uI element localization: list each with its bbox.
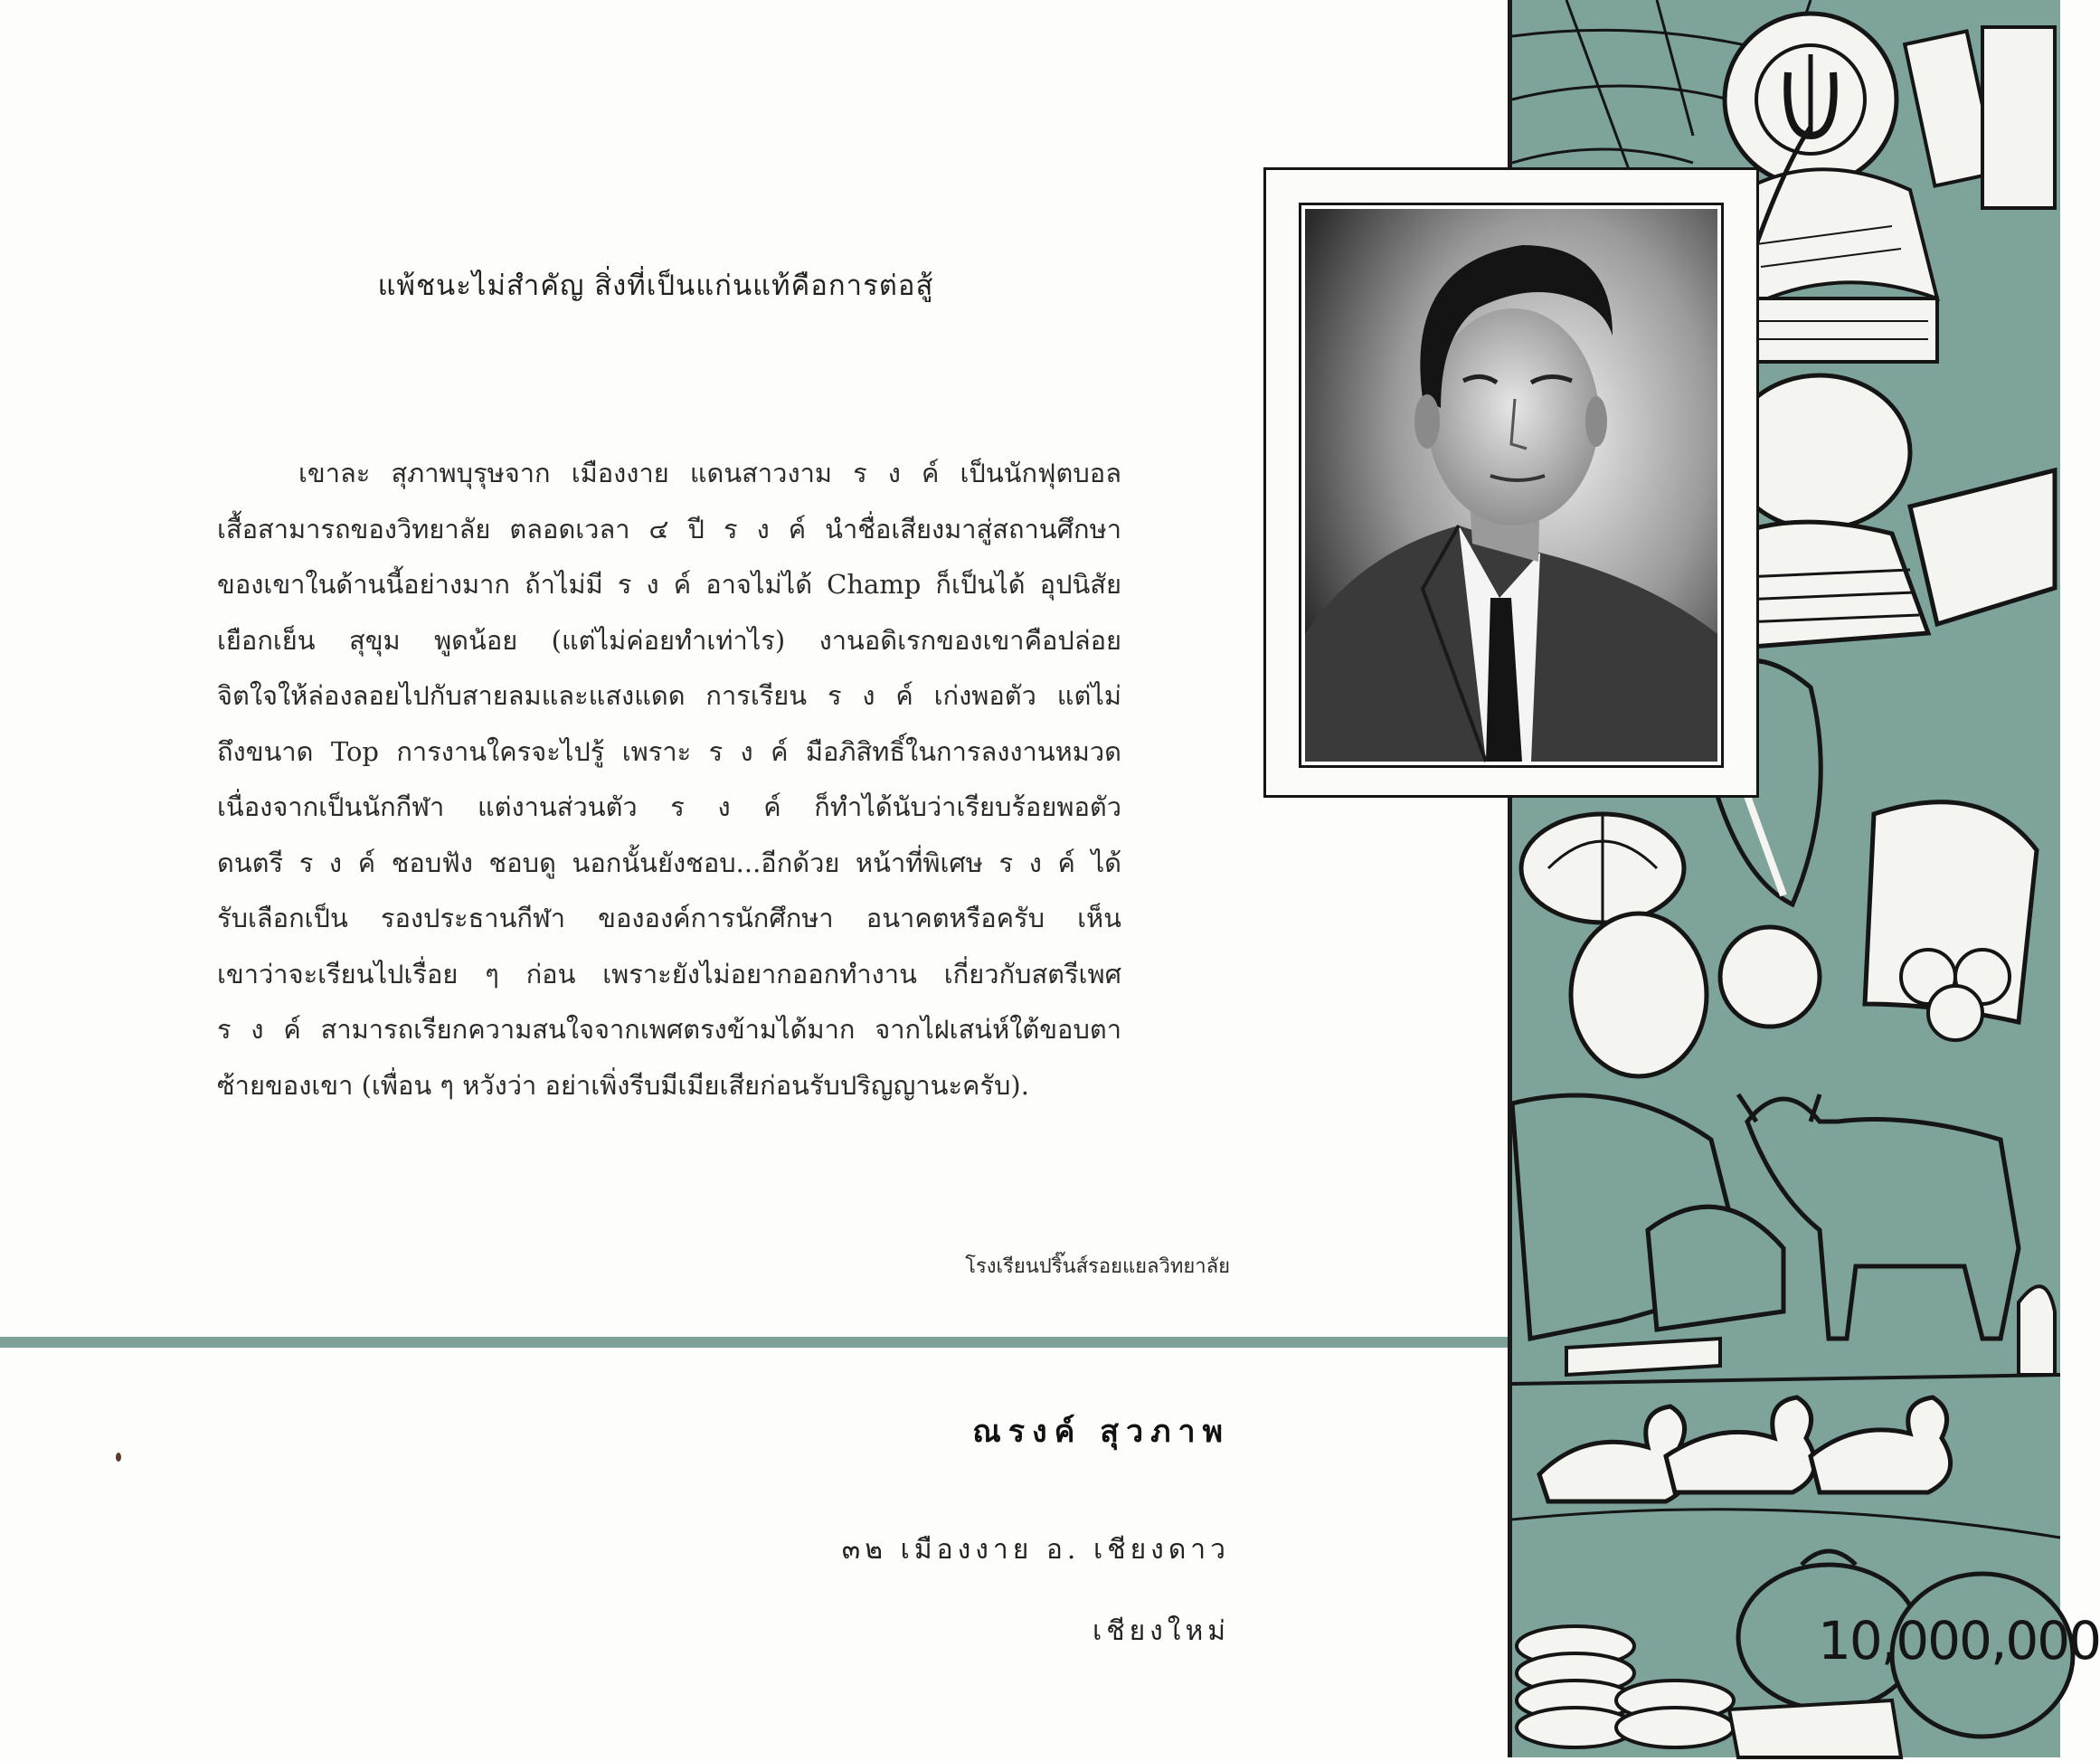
bio-line: รับเลือกเป็น รองประธานกีฬา ขององค์การนักศึกษา อนาคตหรือครับ เห็น <box>217 903 1121 933</box>
livestock-icon <box>1512 1094 2060 1384</box>
bio-line: ดนตรี ร ง ค์ ชอบฟัง ชอบดู นอกนั้นยังชอบ...อีกด้วย หน้าที่พิเศษ ร ง ค์ ได้ <box>217 847 1121 878</box>
bio-line: ร ง ค์ สามารถเรียกความสนใจจากเพศตรงข้ามได้มาก จากไฝเสน่ห์ใต้ขอบตา <box>217 1014 1121 1045</box>
bio-line: เยือกเย็น สุขุม พูดน้อย (แต่ไม่ค่อยทำเท่าไร) งานอดิเรกของเขาคือปล่อย <box>217 624 1121 656</box>
section-divider <box>0 1337 1512 1348</box>
address-line-1: ๓๒ เมืองงาย อ. เชียงดาว <box>841 1534 1230 1566</box>
bio-line: เขาละ สุภาพบุรุษจาก เมืองงาย แดนสาวงาม ร ง ค์ เป็นนักฟุตบอล <box>298 458 1121 488</box>
bio-line: ถึงขนาด Top การงานใครจะไปรู้ เพราะ ร ง ค์ มือภิสิทธิ์ในการลงงานหมวด <box>217 735 1121 767</box>
ducks-icon <box>1539 1397 1951 1501</box>
ink-speck <box>116 1453 121 1462</box>
bio-line: จิตใจให้ล่องลอยไปกับสายลมและแสงแดด การเรียน ร ง ค์ เก่งพอตัว แต่ไม่ <box>217 680 1121 711</box>
school-name: โรงเรียนปริ๊นส์รอยแยลวิทยาลัย <box>965 1255 1230 1278</box>
bio-line: เสื้อสามารถของวิทยาลัย ตลอดเวลา ๔ ปี ร ง ค์ นำชื่อเสียงมาสู่สถานศึกษา <box>217 513 1121 544</box>
motto-quote: แพ้ชนะไม่สำคัญ สิ่งที่เป็นแก่นแท้คือการต่อสู้ <box>377 270 934 302</box>
bio-line: เนื่องจากเป็นนักกีฬา แต่งานส่วนตัว ร ง ค์ ก็ทำได้นับว่าเรียบร้อยพอตัว <box>217 791 1121 822</box>
water-line <box>1512 1510 2060 1538</box>
student-name: ณรงค์ สุวภาพ <box>972 1414 1230 1450</box>
portrait-photo <box>1299 203 1724 768</box>
bio-line: เขาว่าจะเรียนไปเรื่อย ๆ ก่อน เพราะยังไม่อยากออกทำงาน เกี่ยวกับสตรีเพศ <box>217 958 1121 989</box>
bio-line: ของเขาในด้านนี้อย่างมาก ถ้าไม่มี ร ง ค์ อาจไม่ได้ Champ ก็เป็นได้ อุปนิสัย <box>217 569 1121 600</box>
money-label: 10,000,000 <box>1818 1610 2100 1671</box>
portrait-image <box>1305 209 1717 762</box>
biography-paragraph <box>217 446 1121 1113</box>
portrait-frame <box>1263 167 1759 798</box>
bio-line: ซ้ายของเขา (เพื่อน ๆ หวังว่า อย่าเพิ่งรีบมีเมียเสียก่อนรับปริญญานะครับ). <box>217 1069 1029 1101</box>
address-line-2: เชียงใหม่ <box>1092 1615 1230 1647</box>
